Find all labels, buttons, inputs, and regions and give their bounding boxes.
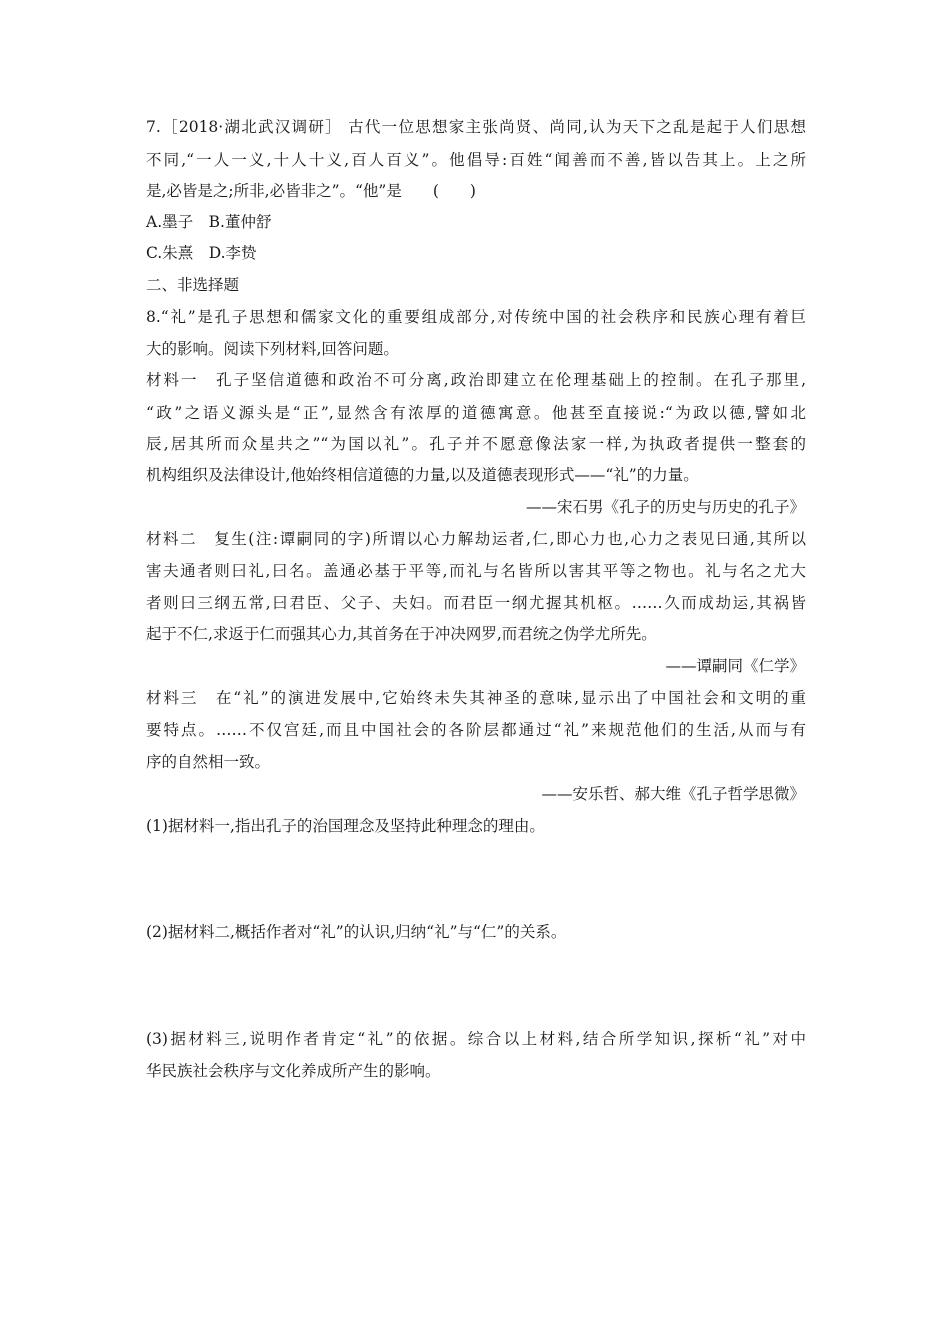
sub-question-3-line-1: (3)据材料三,说明作者肯定“礼”的依据。综合以上材料,结合所学知识,探析“礼”对中	[146, 1030, 806, 1048]
material-1-line-3: 辰,居其所而众星共之”“为国以礼”。孔子并不愿意像法家一样,为执政者提供一整套的	[146, 435, 806, 453]
q7-options-cd: C.朱熹 D.李贽	[146, 244, 257, 262]
material-2-line-4: 起于不仁,求返于仁而强其心力,其首务在于冲决网罗,而君统之伪学尤所先。	[146, 625, 657, 643]
q8-intro-line-1: 8.“礼”是孔子思想和儒家文化的重要组成部分,对传统中国的社会秩序和民族心理有着巨	[146, 308, 806, 326]
q7-stem-line-1: 7.［2018·湖北武汉调研］ 古代一位思想家主张尚贤、尚同,认为天下之乱是起于人们思想	[146, 118, 806, 136]
sub-question-3-line-2: 华民族社会秩序与文化养成所产生的影响。	[146, 1062, 441, 1080]
material-3-line-2: 要特点。……不仅宫廷,而且中国社会的各阶层都通过“礼”来规范他们的生活,从而与有	[146, 721, 806, 739]
q8-intro-line-2: 大的影响。阅读下列材料,回答问题。	[146, 340, 399, 358]
material-2-line-1: 材料二 复生(注:谭嗣同的字)所谓以心力解劫运者,仁,即心力也,心力之表见曰通,其所以	[146, 530, 806, 548]
section-title: 二、非选择题	[146, 276, 240, 294]
material-1-line-1: 材料一 孔子坚信道德和政治不可分离,政治即建立在伦理基础上的控制。在孔子那里,	[146, 371, 806, 389]
material-2-line-3: 者则曰三纲五常,曰君臣、父子、夫妇。而君臣一纲尤握其机枢。……久而成劫运,其祸皆	[146, 594, 806, 612]
q7-stem-line-3: 是,必皆是之;所非,必皆非之”。“他”是 ( )	[146, 182, 476, 200]
material-3-source: ——安乐哲、郝大维《孔子哲学思微》	[541, 785, 805, 803]
q7-stem-line-2: 不同,“一人一义,十人十义,百人百义”。他倡导:百姓“闻善而不善,皆以告其上。上之所	[146, 151, 806, 169]
material-1-line-4: 机构组织及法律设计,他始终相信道德的力量,以及道德表现形式——“礼”的力量。	[146, 466, 699, 484]
sub-question-2: (2)据材料二,概括作者对“礼”的认识,归纳“礼”与“仁”的关系。	[146, 923, 567, 941]
q7-options-ab: A.墨子 B.董仲舒	[146, 213, 272, 231]
material-3-line-1: 材料三 在“礼”的演进发展中,它始终未失其神圣的意味,显示出了中国社会和文明的重	[146, 689, 806, 707]
sub-question-1: (1)据材料一,指出孔子的治国理念及坚持此种理念的理由。	[146, 817, 545, 835]
material-2-line-2: 害夫通者则曰礼,曰名。盖通必基于平等,而礼与名皆所以害其平等之物也。礼与名之尤大	[146, 562, 806, 580]
material-3-line-3: 序的自然相一致。	[146, 753, 271, 771]
material-1-source: ——宋石男《孔子的历史与历史的孔子》	[525, 498, 805, 516]
material-1-line-2: “政”之语义源头是“正”,显然含有浓厚的道德寓意。他甚至直接说:“为政以德,譬如北	[146, 404, 806, 422]
material-2-source: ——谭嗣同《仁学》	[665, 657, 805, 675]
